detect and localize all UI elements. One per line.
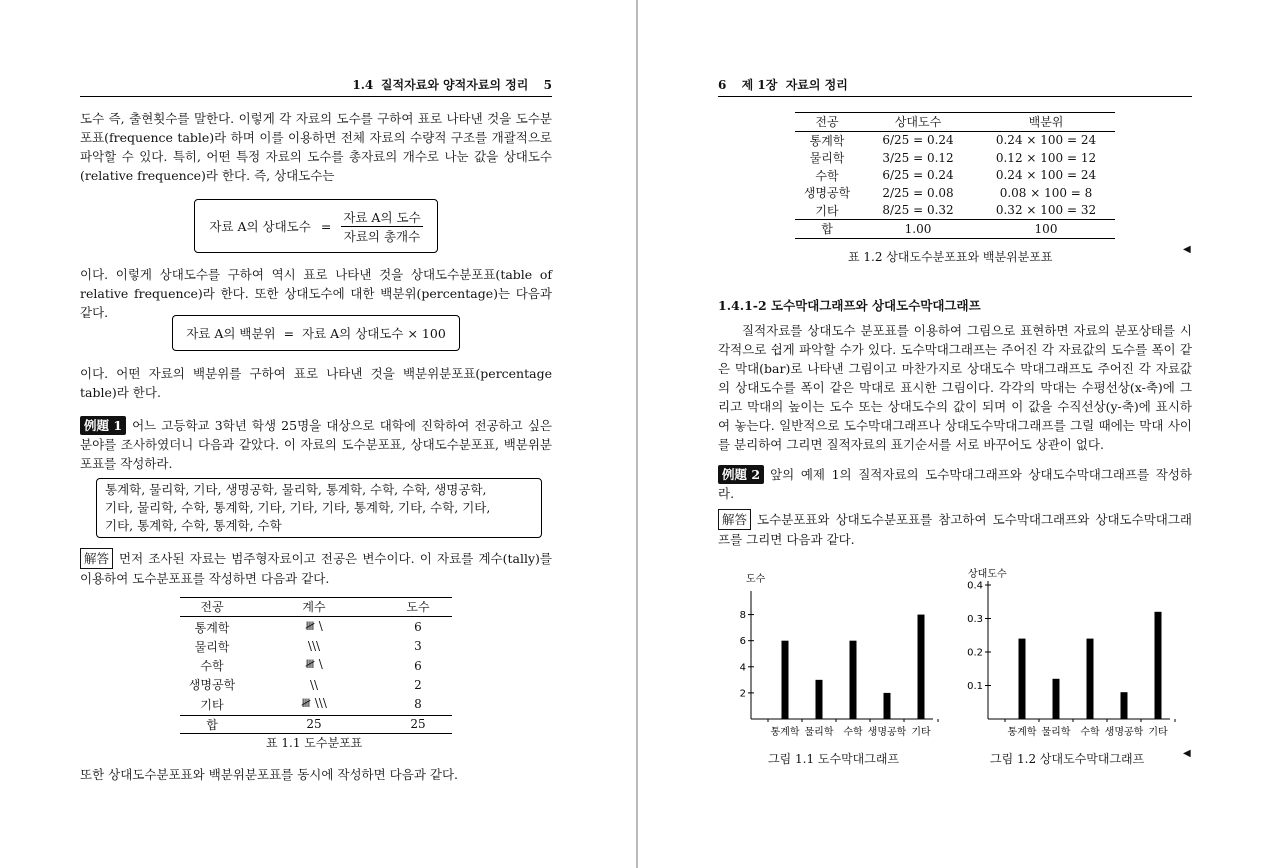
header-page-number: 5 — [543, 78, 552, 92]
y-tick-label: 0.3 — [967, 614, 983, 625]
bar — [1121, 692, 1128, 719]
bar — [1155, 612, 1162, 719]
cell-major: 생명공학 — [803, 186, 851, 201]
end-of-example-mark: ◀ — [1183, 244, 1191, 255]
solution-1 — [80, 548, 552, 588]
solution-2 — [718, 509, 1192, 549]
cell-frequency: 6 — [414, 620, 422, 634]
cell-major: 통계학 — [194, 620, 230, 635]
table-row — [795, 202, 1115, 220]
y-tick-label: 6 — [739, 636, 746, 648]
example-1-text: 어느 고등학교 3학년 학생 25명을 대상으로 대학에 진학하여 전공하고 싶은 분야를 조사하였더니 다음과 같았다. 이 자료의 도수분포표, 상대도수분포표, 백분위분포표를 작성하라. — [80, 418, 552, 471]
paragraph-relative-frequency-table: 이다. 이렇게 상대도수를 구하여 역시 표로 나타낸 것을 상대도수분포표(table of relative frequence)라 한다. 또한 상대도수에 대한 백분위(percentage)는 다음과 같다. — [80, 267, 552, 320]
table-row — [180, 638, 452, 656]
figure-2-caption: 그림 1.2 상대도수막대그래프 — [990, 752, 1145, 766]
table-row — [180, 616, 452, 638]
bar — [1019, 639, 1026, 719]
cell-major: 기타 — [815, 203, 839, 218]
x-tick-label: 기타 — [911, 727, 931, 738]
solution-2-text: 도수분포표와 상대도수분포표를 참고하여 도수막대그래프와 상대도수막대그래프를 그리면 다음과 같다. — [718, 512, 1192, 547]
cell-percentage: 0.24 × 100 = 24 — [995, 168, 1097, 183]
cell-major: 생명공학 — [188, 678, 236, 693]
table-2-caption: 표 1.2 상대도수분포표와 백분위분포표 — [848, 250, 1053, 264]
cell-major: 물리학 — [194, 639, 230, 654]
x-tick-label: 통계학 — [1007, 727, 1037, 738]
y-tick-label: 8 — [739, 610, 746, 622]
y-axis-label: 도수 — [746, 574, 766, 585]
fraction-numerator: 자료 A의 도수 — [343, 209, 421, 225]
table-header: 전공 — [200, 600, 224, 615]
cell-frequency: 3 — [414, 639, 422, 654]
formula-relative-frequency — [194, 199, 438, 253]
cell-tally: \\\ — [307, 639, 321, 654]
formula-fraction — [341, 208, 422, 245]
x-tick-label: 수학 — [1080, 727, 1100, 738]
left-page — [0, 0, 637, 868]
formula-percentage-text: 자료 A의 백분위 = 자료 A의 상대도수 × 100 — [186, 326, 446, 341]
cell-major: 통계학 — [809, 133, 845, 148]
y-tick-label: 2 — [739, 688, 746, 700]
cell-percentage: 0.12 × 100 = 12 — [995, 150, 1097, 165]
bar — [816, 680, 823, 719]
bar — [1053, 679, 1060, 719]
data-line: 통계학, 물리학, 기타, 생명공학, 물리학, 통계학, 수학, 수학, 생명공학, — [105, 482, 487, 497]
bar — [782, 641, 789, 719]
cell-tally: 𝍸 \ — [305, 618, 323, 633]
paragraph-next-table: 또한 상대도수분포표와 백분위분포표를 동시에 작성하면 다음과 같다. — [80, 767, 458, 782]
x-tick-label: 물리학 — [804, 727, 834, 738]
header-chapter-title: 제 1장 자료의 정리 — [741, 78, 848, 92]
cell-major: 물리학 — [809, 151, 845, 166]
cell-tally: 𝍸 \ — [305, 657, 323, 671]
table-header: 상대도수 — [894, 115, 942, 130]
x-tick-label: 통계학 — [770, 727, 800, 738]
example-2 — [718, 465, 1192, 503]
bar — [884, 693, 891, 719]
header-section-title: 질적자료와 양적자료의 정리 — [380, 78, 529, 92]
relative-frequency-bar-chart — [958, 566, 1183, 746]
solution-1-text: 먼저 조사된 자료는 범주형자료이고 전공은 변수이다. 이 자료를 계수(tally)를 이용하여 도수분포표를 작성하면 다음과 같다. — [80, 551, 552, 586]
cell-relative: 6/25 = 0.24 — [882, 168, 954, 183]
section-heading: 1.4.1-2 도수막대그래프와 상대도수막대그래프 — [718, 298, 981, 313]
solution-1-tag: 解答 — [80, 548, 113, 569]
paragraph-percentage-table: 이다. 어떤 자료의 백분위를 구하여 표로 나타낸 것을 백분위분포표(percentage table)라 한다. — [80, 366, 552, 400]
example-2-tag: 例題 2 — [718, 465, 764, 484]
example-1-tag: 例題 1 — [80, 416, 126, 435]
relative-frequency-table — [795, 112, 1115, 239]
data-line: 기타, 통계학, 수학, 통계학, 수학 — [105, 518, 282, 533]
x-tick-label: 생명공학 — [867, 727, 907, 738]
formula-lhs: 자료 A의 상대도수 — [209, 219, 311, 234]
table-row — [795, 131, 1115, 149]
cell-total-label: 합 — [206, 717, 218, 732]
bar — [1087, 639, 1094, 719]
fraction-denominator: 자료의 총개수 — [343, 228, 421, 244]
cell-total-label: 합 — [821, 222, 833, 237]
cell-frequency: 8 — [414, 697, 422, 711]
frequency-table — [180, 597, 452, 734]
left-running-header — [80, 76, 552, 97]
cell-major: 수학 — [815, 168, 839, 183]
cell-percentage: 0.24 × 100 = 24 — [995, 133, 1097, 148]
y-tick-label: 0.2 — [967, 647, 983, 659]
x-tick-label: 수학 — [843, 727, 863, 738]
figure-1-caption: 그림 1.1 도수막대그래프 — [768, 752, 900, 766]
cell-frequency: 2 — [414, 677, 422, 692]
y-axis-label: 상대도수 — [968, 569, 1007, 580]
y-tick-label: 0.4 — [967, 580, 983, 592]
right-page — [638, 0, 1275, 868]
cell-total: 1.00 — [904, 221, 932, 236]
x-tick-label: 기타 — [1148, 727, 1168, 738]
cell-relative: 8/25 = 0.32 — [882, 203, 954, 218]
example-2-text: 앞의 예제 1의 질적자료의 도수막대그래프와 상대도수막대그래프를 작성하라. — [718, 467, 1192, 501]
table-total-row — [795, 220, 1115, 239]
y-tick-label: 4 — [739, 662, 746, 674]
table-total-row — [180, 715, 452, 734]
x-tick-label: 생명공학 — [1104, 727, 1144, 738]
example-1 — [80, 416, 552, 473]
frequency-bar-chart — [733, 566, 948, 746]
cell-frequency: 6 — [414, 658, 422, 673]
bar — [918, 615, 925, 719]
formula-percentage — [172, 315, 460, 351]
table-header: 계수 — [302, 600, 326, 615]
header-section-number: 1.4 — [352, 78, 374, 92]
cell-total: 25 — [410, 717, 426, 732]
table-header: 백분위 — [1028, 115, 1064, 130]
table-header: 도수 — [406, 600, 430, 615]
table-row — [180, 694, 452, 716]
bar — [850, 641, 857, 719]
y-tick-label: 0.1 — [967, 681, 983, 692]
x-tick-label: 물리학 — [1041, 727, 1071, 738]
solution-2-tag: 解答 — [718, 509, 751, 530]
paragraph-frequency-table: 도수 즉, 출현횟수를 말한다. 이렇게 각 자료의 도수를 구하여 표로 나타낸 것을 도수분포표(frequence table)라 하며 이를 이용하면 전체 자료의 수량적 구조를 개괄적으로 파악할 수 있다. 특히, 어떤 특정 자료의 도수를 총자료의 개수로 나눈 값을 상대도수(relative frequence)라 한다. 즉, 상대도수는 — [80, 111, 552, 183]
cell-major: 수학 — [200, 659, 224, 673]
table-row — [795, 167, 1115, 185]
data-box — [96, 478, 542, 538]
cell-relative: 2/25 = 0.08 — [882, 185, 954, 200]
cell-percentage: 0.32 × 100 = 32 — [995, 203, 1097, 218]
cell-total: 25 — [306, 717, 322, 732]
table-row — [180, 676, 452, 694]
cell-total: 100 — [1034, 221, 1058, 236]
right-running-header — [718, 76, 1192, 97]
formula-equals: = — [320, 218, 332, 234]
table-row — [795, 149, 1115, 167]
cell-tally: 𝍸 \\\ — [301, 695, 327, 710]
cell-percentage: 0.08 × 100 = 8 — [999, 185, 1093, 200]
table-row — [180, 655, 452, 676]
cell-relative: 6/25 = 0.24 — [882, 133, 954, 148]
data-line: 기타, 물리학, 수학, 통계학, 기타, 기타, 기타, 통계학, 기타, 수학, 기타, — [105, 500, 491, 515]
table-row — [795, 184, 1115, 202]
paragraph-bar-graph: 질적자료를 상대도수 분포표를 이용하여 그림으로 표현하면 자료의 분포상태를 시각적으로 쉽게 파악할 수가 있다. 도수막대그래프는 주어진 각 자료값의 도수를 폭이 같은 막대(bar)로 나타낸 그림이고 마찬가지로 상대도수 막대그래프도 주어진 각 자료값의 상대도수를 폭이 같은 막대로 표시한 그림이다. 각각의 막대는 수평선상(x-축)에 그리고 막대의 높이는 도수 또는 상대도수의 값이 되며 이 값을 수직선상(y-축)에 표시하여 놓는다. 일반적으로 도수막대그래프나 상대도수막대그래프를 그릴 때에는 막대 사이를 분리하여 그리면 질적자료의 표기순서를 서로 바꾸어도 상관이 없다. — [718, 323, 1192, 452]
table-1-caption: 표 1.1 도수분포표 — [266, 736, 363, 750]
header-page-number: 6 — [718, 78, 727, 92]
end-of-solution-mark: ◀ — [1183, 748, 1191, 759]
cell-relative: 3/25 = 0.12 — [882, 150, 954, 165]
cell-major: 기타 — [200, 697, 224, 712]
cell-tally: \\ — [309, 677, 319, 692]
table-header: 전공 — [815, 115, 839, 130]
